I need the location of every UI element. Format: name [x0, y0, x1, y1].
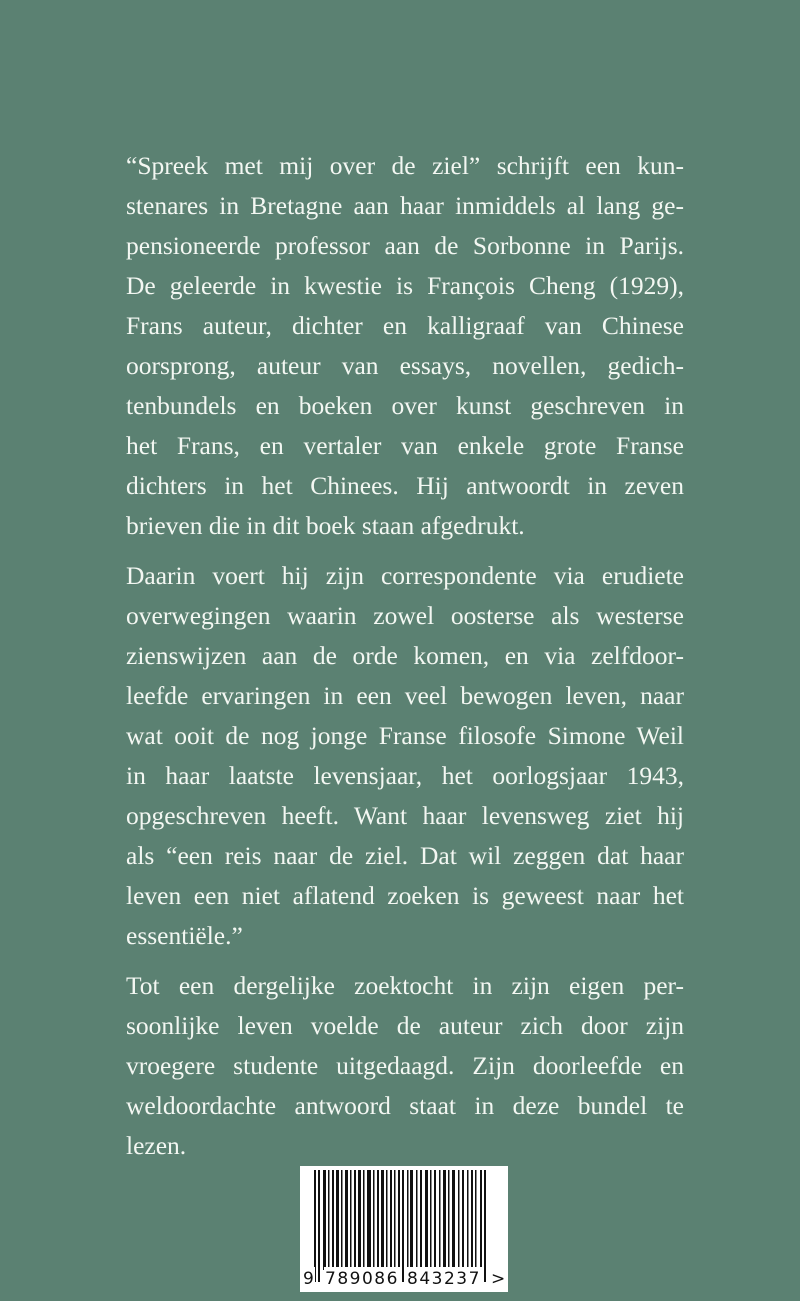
isbn-right-group: 843237 [407, 1269, 481, 1289]
text-line: vroegere studente uitgedaagd. Zijn doorleefde en [126, 1051, 684, 1080]
text-line: dichters in het Chinees. Hij antwoordt in zeven [126, 471, 684, 500]
text-line: Frans auteur, dichter en kalligraaf van Chinese [126, 311, 684, 340]
back-cover-blurb [126, 146, 684, 1166]
text-line: tenbundels en boeken over kunst geschreven in [126, 391, 684, 420]
isbn-first-digit: 9 [303, 1269, 314, 1289]
isbn-left-group: 789086 [325, 1269, 399, 1289]
text-line: “Spreek met mij over de ziel” schrijft een kun- [126, 151, 684, 180]
text-line: Daarin voert hij zijn correspondente via erudiete [126, 561, 684, 590]
text-line: oorsprong, auteur van essays, novellen, gedich- [126, 351, 684, 380]
text-line: zienswijzen aan de orde komen, en via zelfdoor- [126, 641, 684, 670]
text-line: wat ooit de nog jonge Franse filosofe Simone Weil [126, 721, 684, 750]
text-line: Tot een dergelijke zoektocht in zijn eigen per- [126, 971, 684, 1000]
text-line: leefde ervaringen in een veel bewogen leven, naar [126, 681, 684, 710]
paragraph-2 [126, 556, 684, 956]
text-line: soonlijke leven voelde de auteur zich door zijn [126, 1011, 684, 1040]
text-line: De geleerde in kwestie is François Cheng (1929), [126, 271, 684, 300]
text-line: lezen. [126, 1131, 187, 1160]
text-line: opgeschreven heeft. Want haar levensweg ziet hij [126, 801, 684, 830]
text-line: als “een reis naar de ziel. Dat wil zeggen dat haar [126, 841, 684, 870]
text-line: het Frans, en vertaler van enkele grote Franse [126, 431, 684, 460]
paragraph-1 [126, 146, 684, 546]
isbn-barcode [300, 1166, 508, 1292]
paragraph-3 [126, 966, 684, 1166]
text-line: in haar laatste levensjaar, het oorlogsjaar 1943, [126, 761, 684, 790]
text-line: brieven die in dit boek staan afgedrukt. [126, 511, 525, 540]
isbn-number [300, 1267, 508, 1291]
text-line: essentiële.” [126, 921, 243, 950]
quiet-zone-mark: > [491, 1269, 506, 1289]
text-line: pensioneerde professor aan de Sorbonne in Parijs. [126, 231, 684, 260]
text-line: weldoordachte antwoord staat in deze bundel te [126, 1091, 684, 1120]
text-line: leven een niet aflatend zoeken is geweest naar het [126, 881, 684, 910]
text-line: overwegingen waarin zowel oosterse als westerse [126, 601, 684, 630]
text-line: stenares in Bretagne aan haar inmiddels al lang ge- [126, 191, 684, 220]
